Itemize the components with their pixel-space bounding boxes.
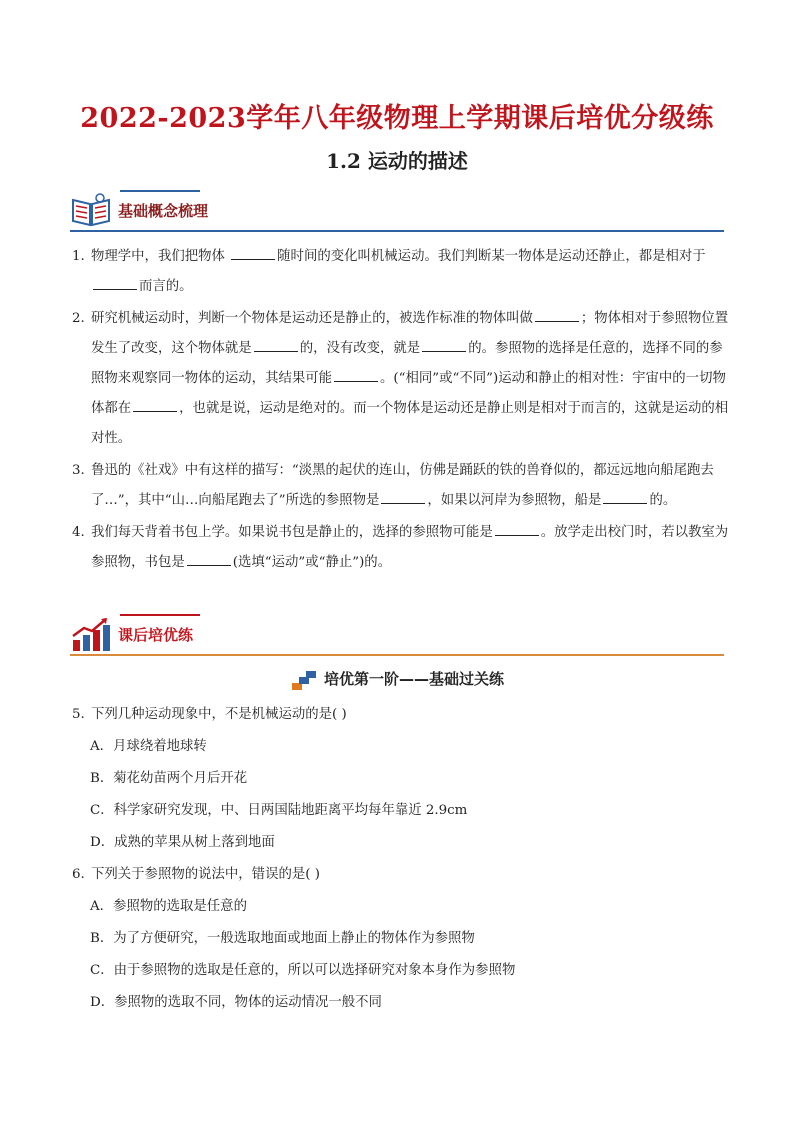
option-c[interactable]: C．科学家研究发现，中、日两国陆地距离平均每年靠近 2.9cm — [90, 803, 468, 818]
concept-item-2: 2. 研究机械运动时，判断一个物体是运动还是静止的，被选作标准的物体叫做 ；物体相对于参照物位置发生了改变，这个物体就是 的，没有改变，就是 的。参照物的选择是任意的，选择不同的参照物来观察同一物体的运动，其结果可能 。(“相同”或“不同”)运动和静止的相对性：宇宙中的一切物体都在 ，也就是说，运动是绝对的。而一个物体是运动还是静止则是相对于而言的，这就是运动的相对性。 — [72, 304, 732, 454]
answer-blank[interactable] — [535, 307, 579, 322]
section-label: 基础概念梳理 — [118, 202, 209, 220]
page-title: 2022-2023学年八年级物理上学期课后培优分级练 — [80, 103, 714, 134]
concept-item-4: 4. 我们每天背着书包上学。如果说书包是静止的，选择的参照物可能是 。放学走出校门时，若以教室为参照物，书包是 (选填“运动”或“静止”)的。 — [72, 518, 732, 578]
option-a[interactable]: A．月球绕着地球转 — [90, 739, 207, 754]
answer-blank[interactable] — [422, 337, 466, 352]
option-b[interactable]: B．菊花幼苗两个月后开花 — [90, 771, 248, 786]
section-divider — [70, 654, 724, 656]
section-deco-line — [120, 190, 200, 192]
section-divider — [70, 230, 724, 232]
section-label: 课后培优练 — [118, 626, 194, 644]
concept-list — [72, 242, 732, 578]
option-b[interactable]: B．为了方便研究，一般选取地面或地面上静止的物体作为参照物 — [90, 931, 475, 946]
book-icon — [70, 192, 112, 228]
stage-label: 培优第一阶——基础过关练 — [323, 670, 504, 688]
rising-chart-icon — [70, 616, 112, 652]
question-list — [72, 700, 732, 1018]
section-header-basic-concepts — [70, 188, 724, 232]
question-6: 6. 下列关于参照物的说法中，错误的是( ) — [72, 867, 320, 882]
question-stem: 下列关于参照物的说法中，错误的是( ) — [91, 867, 320, 882]
section-header-after-class — [70, 612, 724, 656]
stage-heading — [0, 668, 794, 691]
question-stem: 下列几种运动现象中，不是机械运动的是( ) — [91, 707, 347, 722]
question-5: 5. 下列几种运动现象中，不是机械运动的是( ) — [72, 707, 347, 722]
answer-blank[interactable] — [495, 521, 539, 536]
option-d[interactable]: D．参照物的选取不同，物体的运动情况一般不同 — [90, 995, 382, 1010]
answer-blank[interactable] — [93, 275, 137, 290]
stairs-icon — [290, 669, 318, 691]
section-deco-line — [120, 614, 200, 616]
page-subtitle: 1.2 运动的描述 — [326, 149, 468, 173]
concept-item-1: 1. 物理学中，我们把物体 随时间的变化叫机械运动。我们判断某一物体是运动还静止，都是相对于 而言的。 — [72, 242, 732, 302]
option-c[interactable]: C．由于参照物的选取是任意的，所以可以选择研究对象本身作为参照物 — [90, 963, 516, 978]
answer-blank[interactable] — [254, 337, 298, 352]
answer-blank[interactable] — [133, 397, 177, 412]
concept-item-3: 3. 鲁迅的《社戏》中有这样的描写：“淡黑的起伏的连山，仿佛是踊跃的铁的兽脊似的，都远远地向船尾跑去了…”，其中“山…向船尾跑去了”所选的参照物是 ，如果以河岸为参照物，船是 的。 — [72, 463, 714, 508]
answer-blank[interactable] — [334, 367, 378, 382]
answer-blank[interactable] — [603, 489, 647, 504]
answer-blank[interactable] — [381, 489, 425, 504]
option-a[interactable]: A．参照物的选取是任意的 — [90, 899, 247, 914]
answer-blank[interactable] — [187, 551, 231, 566]
option-d[interactable]: D．成熟的苹果从树上落到地面 — [90, 835, 275, 850]
answer-blank[interactable] — [231, 245, 275, 260]
